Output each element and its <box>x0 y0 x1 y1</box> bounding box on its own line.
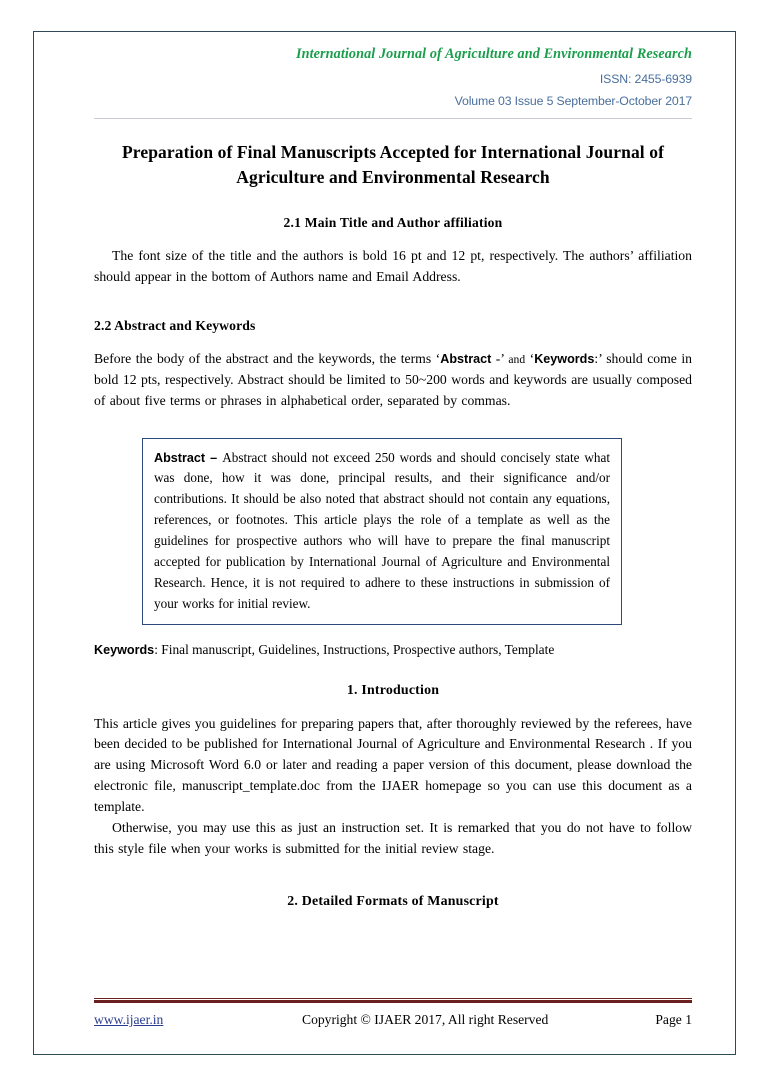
keywords-label: Keywords <box>94 643 155 658</box>
paragraph-2-1: The font size of the title and the authors is bold 16 pt and 12 pt, respectively. The authors’ affiliation should appear in the bottom of Authors name and Email Address. <box>94 248 692 285</box>
footer-copyright: Copyright © IJAER 2017, All right Reserved <box>302 1012 549 1027</box>
keywords-value: : Final manuscript, Guidelines, Instructions, Prospective authors, Template <box>154 642 555 658</box>
volume-issue-label: Volume 03 Issue 5 September-October 2017 <box>454 94 692 109</box>
footer-page-number: Page 1 <box>655 1012 692 1027</box>
abstract-body: Abstract should not exceed 250 words and should concisely state what was done, how it was done, principal results, and their significance and/or contributions. It should be also noted that abstract should not contain any equations, references, or footnotes. This article plays the role of a template as well as the guidelines for prospective authors who will have to prepare the final manuscript accepted for publication by International Journal of Agriculture and Environmental Research. Hence, it is not required to adhere to these instructions in submission of your works for initial review. <box>154 449 610 611</box>
paragraph-2-2-part3: ‘ <box>525 351 535 367</box>
footer-row <box>94 1012 692 1028</box>
heading-2-1: 2.1 Main Title and Author affiliation <box>283 215 503 231</box>
paragraph-intro-1: This article gives you guidelines for preparing papers that, after thoroughly reviewed by the referees, have been decided to be published for International Journal of Agriculture and Environmental Research . If you are using Microsoft Word 6.0 or later and reading a paper version of this document, please download the electronic file, manuscript_template.doc from the IJAER homepage so you can use this document as a template. <box>94 715 692 814</box>
heading-section-1: 1. Introduction <box>346 682 440 698</box>
issn-label: ISSN: 2455-6939 <box>599 72 692 87</box>
paragraph-2-2-and: and <box>508 353 526 367</box>
paragraph-2-2-part2: -’ <box>491 351 509 367</box>
journal-title: International Journal of Agriculture and Environmental Research <box>295 46 692 62</box>
keywords-term-bold: Keywords <box>534 352 595 367</box>
page-footer <box>94 998 692 1029</box>
abstract-box <box>142 438 622 626</box>
heading-2-2: 2.2 Abstract and Keywords <box>94 318 256 334</box>
abstract-term-bold: Abstract <box>440 352 492 367</box>
abstract-label: Abstract – <box>154 450 223 465</box>
page-border-frame <box>33 31 736 1055</box>
paragraph-2-2 <box>94 349 692 411</box>
abstract-text <box>154 448 610 615</box>
footer-divider-thin <box>94 998 692 999</box>
paragraph-intro-2: Otherwise, you may use this as just an instruction set. It is remarked that you do not have to follow this style file when your works is submitted for the initial review stage. <box>94 819 692 856</box>
page-content-area <box>94 46 692 1042</box>
page-header <box>94 46 692 123</box>
keywords-line <box>94 640 692 660</box>
paragraph-2-2-part4: :’ should come in bold 12 pts, respectively. Abstract should be limited to 50~200 words and keywords are usually composed of about five terms or phrases in alphabetical order, separated by commas. <box>94 351 692 408</box>
page-title: Preparation of Final Manuscripts Accepted for International Journal of Agriculture and Environmental Research <box>121 141 665 187</box>
footer-divider-thick <box>94 1000 692 1003</box>
footer-website-link[interactable]: www.ijaer.in <box>94 1012 164 1027</box>
paragraph-2-2-part1: Before the body of the abstract and the keywords, the terms ‘ <box>94 351 441 367</box>
header-divider <box>94 118 692 119</box>
document-body <box>94 123 692 911</box>
heading-section-2: 2. Detailed Formats of Manuscript <box>287 894 499 910</box>
